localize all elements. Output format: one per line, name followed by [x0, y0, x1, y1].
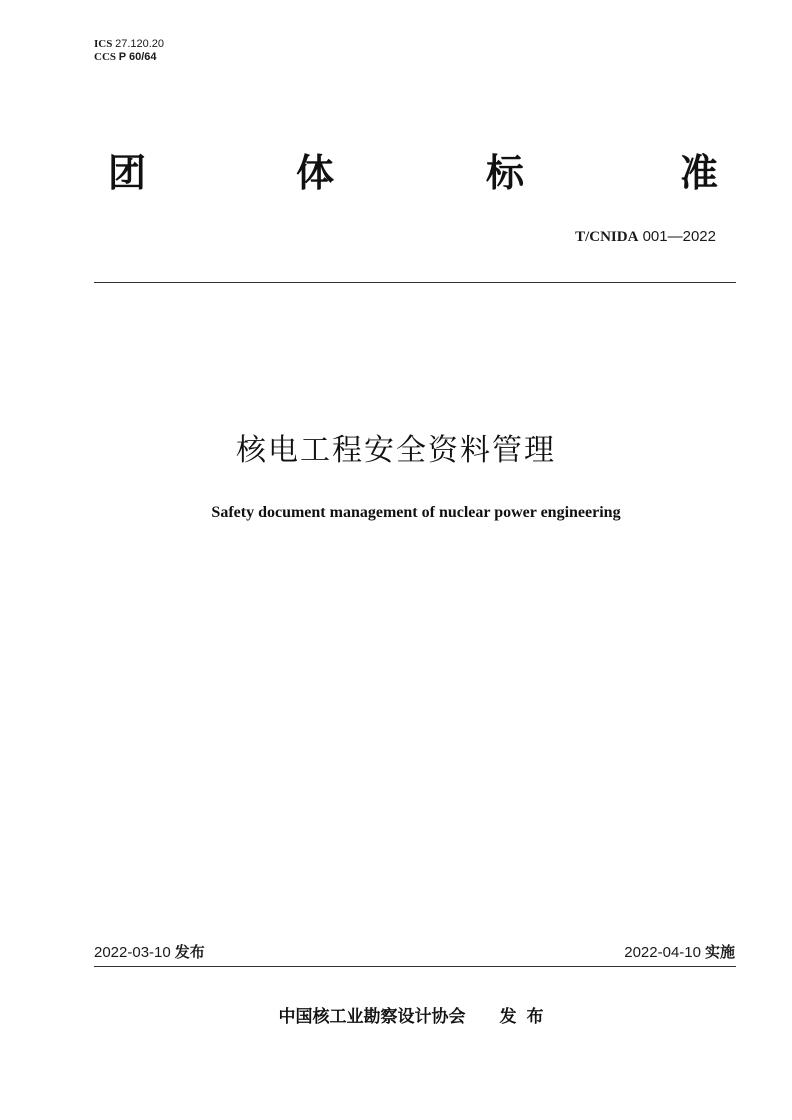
issuer-action: 发布 [499, 1007, 554, 1027]
classification-codes [94, 38, 164, 64]
top-divider [94, 282, 736, 283]
ccs-line [94, 51, 164, 64]
ics-line [94, 38, 164, 51]
bottom-divider [94, 966, 736, 967]
publish-date-block [94, 943, 205, 962]
standard-type-heading [94, 148, 738, 198]
document-title-english: Safety document management of nuclear power engineering [211, 504, 621, 521]
standard-number-prefix: T/CNIDA [575, 229, 639, 245]
ics-code: 27.120.20 [115, 38, 165, 50]
implement-label: 实施 [704, 943, 735, 961]
issuer-line [0, 1006, 792, 1028]
standard-number [575, 228, 716, 246]
standard-type-char: 标 [486, 151, 525, 195]
standard-type-char: 体 [296, 151, 335, 195]
document-title-chinese: 核电工程安全资料管理 [236, 433, 556, 468]
implement-date-block [624, 943, 735, 962]
standard-type-char: 准 [680, 151, 719, 195]
standard-type-char: 团 [108, 151, 147, 195]
publish-date: 2022-03-10 [94, 944, 171, 961]
ccs-code: P 60/64 [118, 51, 157, 63]
standard-number-code: 001—2022 [642, 228, 716, 245]
publish-label: 发布 [174, 943, 205, 961]
implement-date: 2022-04-10 [624, 944, 701, 961]
ccs-label: CCS [94, 51, 117, 63]
ics-label: ICS [94, 38, 113, 50]
issuer-name: 中国核工业勘察设计协会 [278, 1007, 466, 1027]
